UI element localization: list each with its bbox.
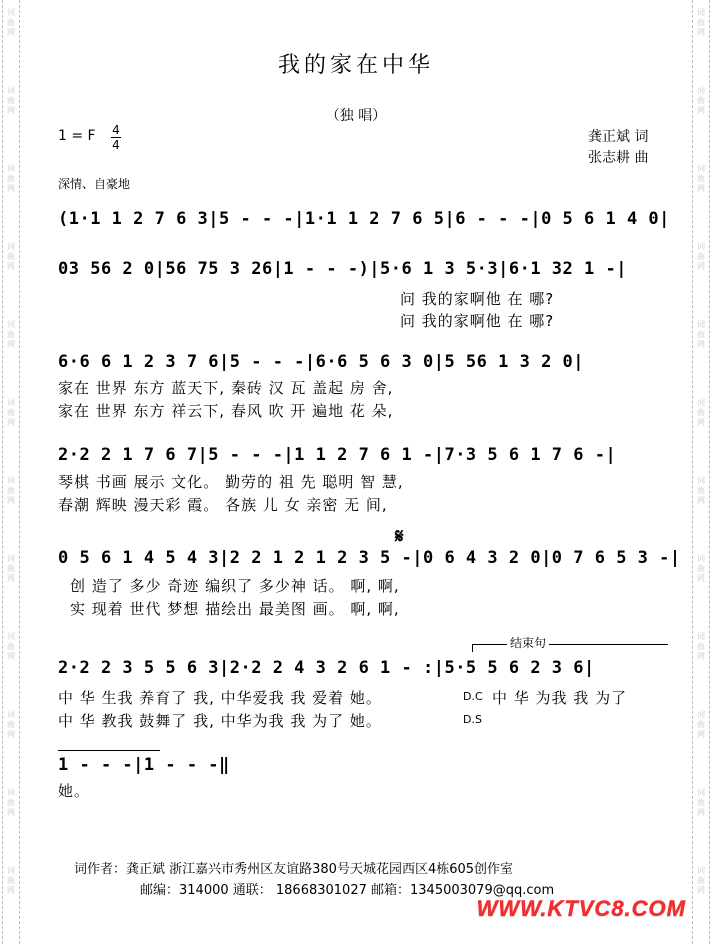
composer-credit: 张志耕 曲: [588, 150, 649, 166]
watermark-text: 词 曲 网: [7, 320, 15, 349]
watermark-text: 词 曲 网: [7, 164, 15, 193]
ds-marking: D.S: [463, 713, 482, 726]
lyric-line-7: 她。: [58, 782, 91, 800]
lyric-line-3a: 家在 世界 东方 蓝天下, 秦砖 汉 瓦 盖起 房 舍,: [58, 379, 394, 397]
watermark-text: 词 曲 网: [7, 632, 15, 661]
notation-line-2: 03 56 2 0|56 75 3 26|1 - - -)|5·6 1 3 5·3|6·1 32 1 -|: [58, 259, 627, 279]
footer-author: 词作者：龚正斌 浙江嘉兴市秀州区友谊路380号天城花园西区4栋605创作室: [74, 862, 514, 877]
watermark-text: 词 曲 网: [697, 320, 705, 349]
watermark-text: 词 曲 网: [697, 710, 705, 739]
watermark-text: 词 曲 网: [697, 398, 705, 427]
song-subtitle: （独 唱）: [325, 108, 387, 124]
watermark-text: 词 曲 网: [697, 554, 705, 583]
tie-line: [58, 750, 160, 751]
lyric-line-4b: 春潮 辉映 漫天彩 霞。 各族 儿 女 亲密 无 间,: [58, 496, 388, 514]
watermark-text: 词 曲 网: [697, 476, 705, 505]
lyric-line-3b: 家在 世界 东方 祥云下, 春风 吹 开 遍地 花 朵,: [58, 402, 394, 420]
lyric-line-5a: 创 造了 多少 奇迹 编织了 多少神 话。 啊, 啊,: [70, 577, 400, 595]
segno-sign: 𝄋: [395, 524, 404, 548]
notation-line-5: 0 5 6 1 4 5 4 3|2 2 1 2 1 2 3 5 -|0 6 4 3 2 0|0 7 6 5 3 -|: [58, 548, 681, 568]
watermark-text: 词 曲 网: [7, 788, 15, 817]
time-signature: [111, 123, 121, 152]
watermark-text: 词 曲 网: [7, 86, 15, 115]
footer-contact: 邮编：314000 通联： 18668301027 邮箱：1345003079@qq.com: [140, 883, 555, 898]
lyric-line-5b: 实 现着 世代 梦想 描绘出 最美图 画。 啊, 啊,: [70, 600, 400, 618]
watermark-text: 词 曲 网: [7, 398, 15, 427]
meter-top: 4: [112, 123, 120, 137]
key-signature: 1 = F: [58, 128, 96, 144]
lyric-line-4a: 琴棋 书画 展示 文化。 勤劳的 祖 先 聪明 智 慧,: [58, 473, 404, 491]
notation-line-3: 6·6 6 1 2 3 7 6|5 - - -|6·6 5 6 3 0|5 56 1 3 2 0|: [58, 352, 585, 372]
meter-bottom: 4: [112, 138, 120, 152]
lyricist-credit: 龚正斌 词: [588, 129, 649, 145]
notation-line-4: 2·2 2 1 7 6 7|5 - - -|1 1 2 7 6 1 -|7·3 5 6 1 7 6 -|: [58, 445, 617, 465]
notation-line-7: 1 - - -|1 - - -‖: [58, 755, 230, 775]
site-logo: WWW.KTVC8.COM: [476, 896, 686, 921]
ending-label: 结束句: [507, 634, 549, 651]
lyric-line-2b: 问 我的家啊他 在 哪?: [400, 312, 555, 330]
lyric-line-6a: 中 华 生我 养育了 我, 中华爱我 我 爱着 她。: [58, 689, 382, 707]
notation-line-1: (1·1 1 2 7 6 3|5 - - -|1·1 1 2 7 6 5|6 - - -|0 5 6 1 4 0|: [58, 209, 670, 229]
watermark-text: 词 曲 网: [7, 476, 15, 505]
notation-line-6: 2·2 2 3 5 5 6 3|2·2 2 4 3 2 6 1 - :|5·5 5 6 2 3 6|: [58, 658, 595, 678]
watermark-text: 词 曲 网: [7, 866, 15, 895]
watermark-text: 词 曲 网: [697, 242, 705, 271]
watermark-text: 词 曲 网: [7, 710, 15, 739]
watermark-text: 词 曲 网: [7, 8, 15, 37]
watermark-text: 词 曲 网: [7, 554, 15, 583]
watermark-text: 词 曲 网: [697, 164, 705, 193]
tempo-marking: 深情、自豪地: [58, 177, 131, 191]
lyric-line-6b: 中 华 教我 鼓舞了 我, 中华为我 我 为了 她。: [58, 712, 382, 730]
lyric-line-2a: 问 我的家啊他 在 哪?: [400, 290, 555, 308]
song-title: 我的家在中华: [277, 53, 434, 78]
coda-lyric: 中 华 为我 我 为了: [492, 689, 628, 707]
watermark-text: 词 曲 网: [697, 632, 705, 661]
watermark-text: 词 曲 网: [697, 788, 705, 817]
ending-bracket: [472, 644, 668, 651]
watermark-text: 词 曲 网: [7, 242, 15, 271]
watermark-text: 词 曲 网: [697, 86, 705, 115]
dc-marking: D.C: [463, 690, 483, 703]
watermark-text: 词 曲 网: [697, 8, 705, 37]
watermark-text: 词 曲 网: [697, 866, 705, 895]
